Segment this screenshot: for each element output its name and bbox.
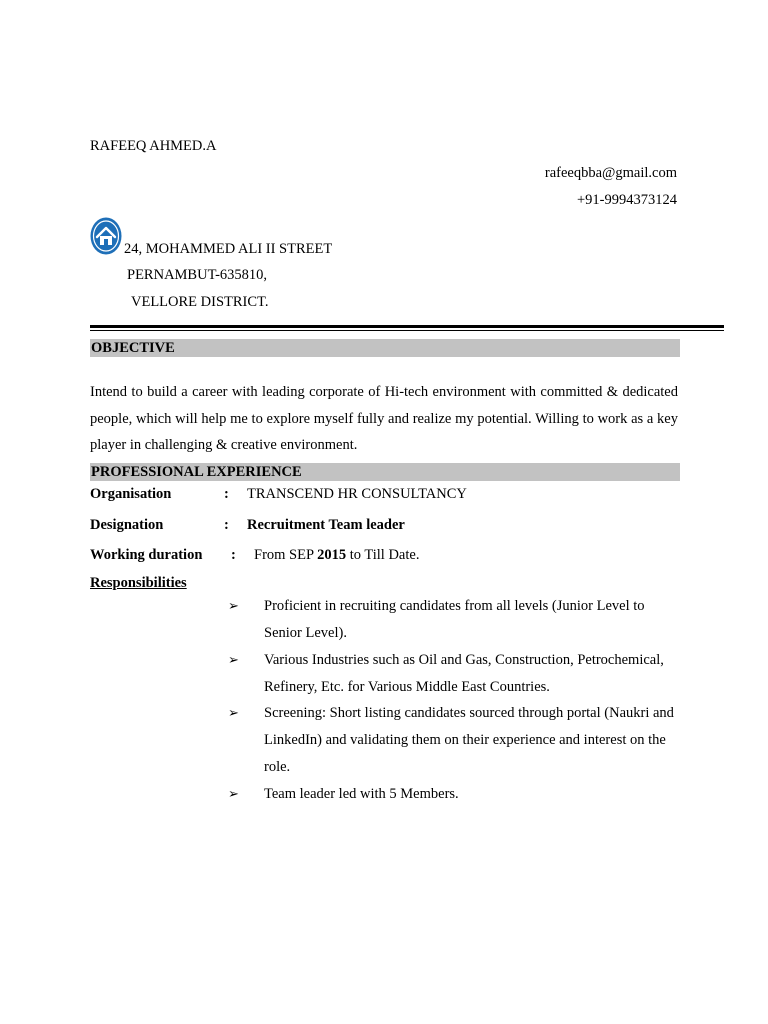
designation-label: Designation	[90, 517, 164, 533]
arrow-bullet-icon: ➢	[228, 705, 239, 720]
candidate-name: RAFEEQ AHMED.A	[90, 138, 217, 154]
experience-heading: PROFESSIONAL EXPERIENCE	[90, 463, 680, 481]
email-address: rafeeqbba@gmail.com	[544, 165, 677, 181]
duration-separator: :	[231, 547, 236, 563]
address-line-2: PERNAMBUT-635810,	[127, 267, 268, 283]
responsibilities-heading: Responsibilities	[90, 575, 187, 591]
home-icon	[90, 217, 122, 255]
duration-value	[254, 547, 419, 564]
arrow-bullet-icon: ➢	[228, 652, 239, 667]
phone-number: +91-9994373124	[576, 192, 677, 208]
organisation-value: TRANSCEND HR CONSULTANCY	[247, 486, 467, 502]
organisation-separator: :	[224, 486, 229, 502]
address-line-3: VELLORE DISTRICT.	[131, 294, 269, 310]
duration-year: 2015	[317, 547, 347, 563]
responsibility-item: Screening: Short listing candidates sourced through portal (Naukri and LinkedIn) and validating them on their experience and interest on the role.	[264, 705, 674, 775]
divider-thin	[90, 330, 724, 331]
responsibility-item: Proficient in recruiting candidates from all levels (Junior Level to Senior Level).	[264, 598, 645, 641]
organisation-label: Organisation	[90, 486, 172, 502]
duration-label: Working duration	[90, 547, 203, 563]
responsibility-item: Team leader led with 5 Members.	[264, 786, 459, 802]
arrow-bullet-icon: ➢	[228, 786, 239, 801]
duration-prefix: From SEP	[254, 547, 318, 563]
divider-thick	[90, 325, 724, 328]
duration-suffix: to Till Date.	[346, 547, 420, 563]
objective-heading: OBJECTIVE	[90, 339, 680, 357]
address-line-1: 24, MOHAMMED ALI II STREET	[124, 241, 333, 257]
objective-text: Intend to build a career with leading corporate of Hi-tech environment with committed & dedicated people, which will help me to explore myself fully and realize my potential. Willing to work as a key player in challenging & creative environment.	[90, 384, 678, 453]
responsibility-item: Various Industries such as Oil and Gas, Construction, Petrochemical, Refinery, Etc. for Various Middle East Countries.	[264, 652, 664, 695]
designation-separator: :	[224, 517, 229, 533]
designation-value: Recruitment Team leader	[247, 517, 405, 533]
arrow-bullet-icon: ➢	[228, 598, 239, 613]
